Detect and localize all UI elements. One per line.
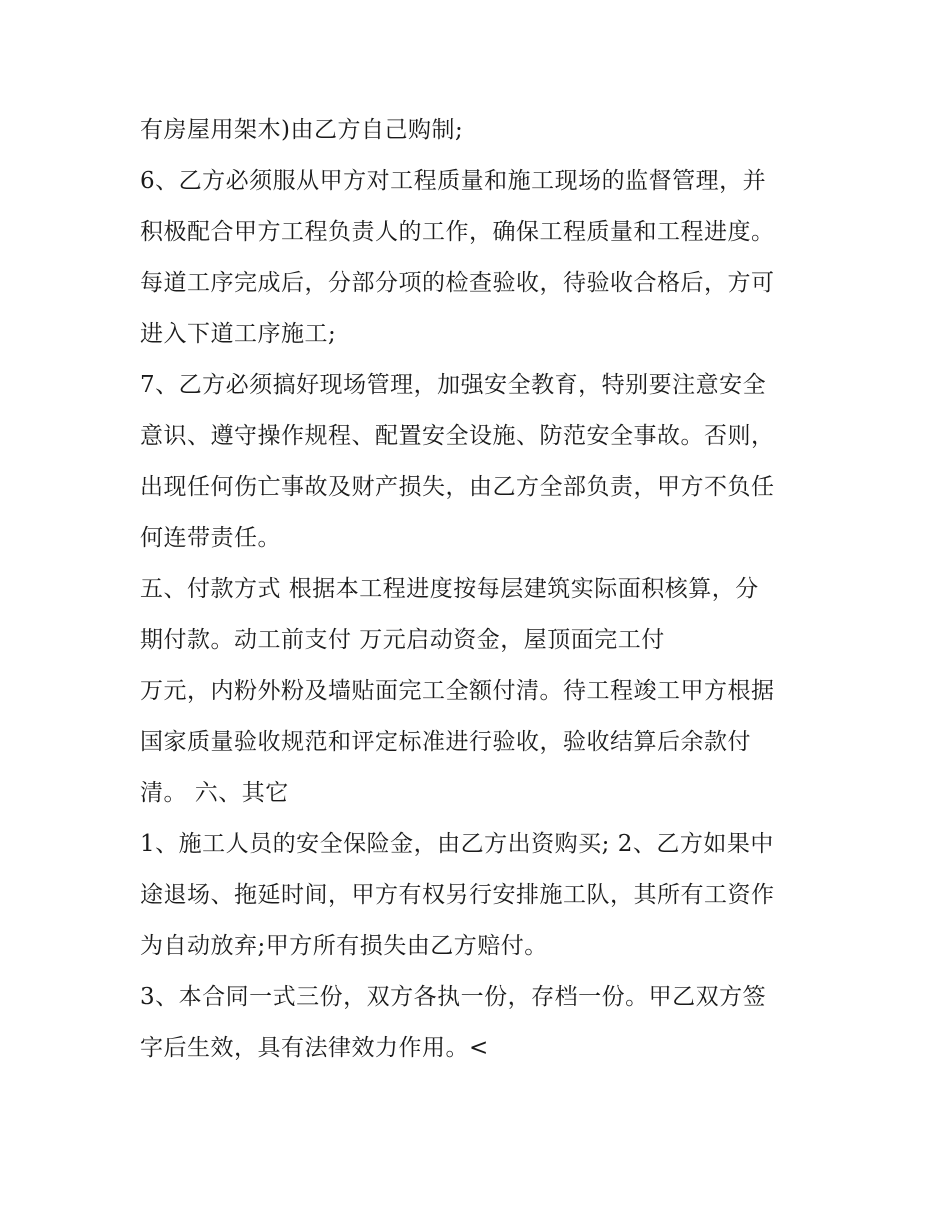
- text-line: 何连带责任。: [140, 525, 281, 551]
- text-line: 每道工序完成后，分部分项的检查验收，待验收合格后，方可: [140, 270, 775, 296]
- text-line: 意识、遵守操作规程、配置安全设施、防范安全事故。否则，: [140, 423, 775, 449]
- text-line: 3、本合同一式三份，双方各执一份，存档一份。甲乙双方签: [140, 984, 767, 1010]
- text-line: 万元，内粉外粉及墙贴面完工全额付清。待工程竣工甲方根据: [140, 678, 775, 704]
- text-line: 积极配合甲方工程负责人的工作，确保工程质量和工程进度。: [140, 219, 775, 245]
- text-line: 期付款。动工前支付 万元启动资金，屋顶面完工付: [140, 627, 665, 653]
- text-line: 1、施工人员的安全保险金，由乙方出资购买; 2、乙方如果中: [140, 831, 774, 857]
- text-line: 五、付款方式 根据本工程进度按每层建筑实际面积核算，分: [140, 576, 759, 602]
- text-line: 7、乙方必须搞好现场管理，加强安全教育，特别要注意安全: [140, 372, 767, 398]
- text-line: 清。 六、其它: [140, 780, 289, 806]
- text-line: 出现任何伤亡事故及财产损失，由乙方全部负责，甲方不负任: [140, 474, 775, 500]
- text-line: 字后生效，具有法律效力作用。<: [140, 1035, 489, 1061]
- text-line: 国家质量验收规范和评定标准进行验收，验收结算后余款付: [140, 729, 751, 755]
- text-line: 6、乙方必须服从甲方对工程质量和施工现场的监督管理，并: [140, 168, 767, 194]
- text-line: 有房屋用架木)由乙方自己购制;: [140, 117, 464, 143]
- text-line: 途退场、拖延时间，甲方有权另行安排施工队，其所有工资作: [140, 882, 775, 908]
- text-line: 为自动放弃;甲方所有损失由乙方赔付。: [140, 933, 548, 959]
- document-body: [140, 105, 820, 1074]
- text-line: 进入下道工序施工;: [140, 321, 337, 347]
